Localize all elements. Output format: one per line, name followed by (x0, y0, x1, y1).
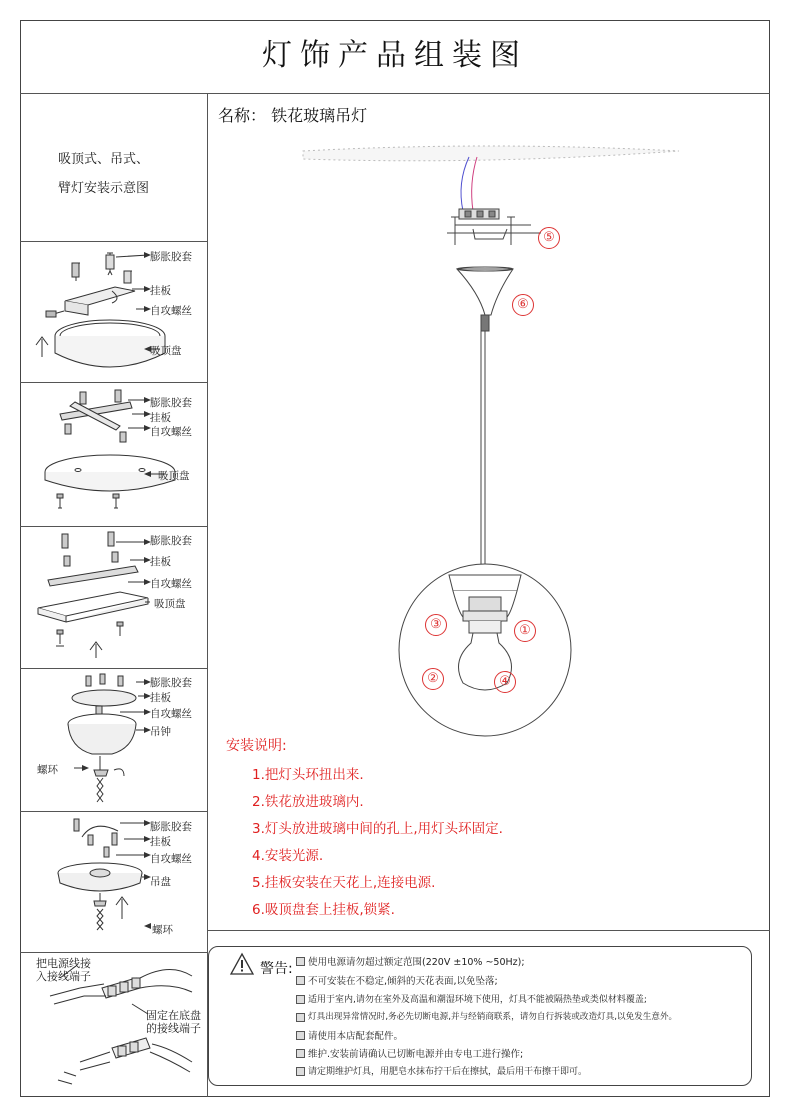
warning-item: 请定期维护灯具，用肥皂水抹布拧干后在擦拭，最后用干布擦干即可。 (308, 1067, 588, 1077)
label-expansion-sleeve: 膨胀胶套 (150, 677, 192, 689)
label-ceiling-plate: 吸顶盘 (150, 345, 182, 357)
label-expansion-sleeve: 膨胀胶套 (150, 251, 192, 263)
label-self-tapping-screw: 自攻螺丝 (150, 578, 192, 590)
callout-4: ④ (494, 671, 516, 693)
label-into-terminal: 入接线端子 (36, 970, 91, 983)
warning-title: 警告: (260, 961, 293, 977)
instruction-step: 1.把灯头环扭出来. (252, 767, 364, 783)
label-mounting-plate: 挂板 (150, 285, 171, 297)
warning-item: 灯具出现异常情况时,务必先切断电源,并与经销商联系，请勿自行拆装或改造灯具,以免发生意外。 (308, 1012, 678, 1022)
label-screw-ring: 螺环 (152, 924, 173, 936)
label-connect-wire: 把电源线接 (36, 957, 91, 970)
label-self-tapping-screw: 自攻螺丝 (150, 853, 192, 865)
label-mounting-plate: 挂板 (150, 692, 171, 704)
warning-item: 适用于室内,请勿在室外及高温和潮湿环境下使用，灯具不能被隔热垫或类似材料覆盖; (308, 995, 647, 1005)
bullet-square-icon (296, 976, 305, 985)
left-header-line-1: 吸顶式、吊式、 (58, 152, 150, 167)
label-canopy: 吊盘 (150, 876, 171, 888)
bullet-square-icon (296, 995, 305, 1004)
warning-divider (207, 930, 770, 931)
instruction-step: 3.灯头放进玻璃中间的孔上,用灯头环固定. (252, 821, 503, 837)
bullet-square-icon (296, 1013, 305, 1022)
callout-1: ① (514, 620, 536, 642)
label-terminal-block: 的接线端子 (146, 1022, 201, 1035)
label-bell-canopy: 吊钟 (150, 726, 171, 738)
label-expansion-sleeve: 膨胀胶套 (150, 535, 192, 547)
label-expansion-sleeve: 膨胀胶套 (150, 397, 192, 409)
label-self-tapping-screw: 自攻螺丝 (150, 708, 192, 720)
instruction-step: 4.安装光源. (252, 848, 324, 864)
product-name: 名称： 铁花玻璃吊灯 (218, 106, 368, 125)
callout-2: ② (422, 668, 444, 690)
label-ceiling-plate: 吸顶盘 (154, 598, 186, 610)
label-self-tapping-screw: 自攻螺丝 (150, 305, 192, 317)
label-screw-ring: 螺环 (37, 764, 58, 776)
left-header-line-2: 臂灯安装示意图 (58, 181, 150, 196)
label-fixed-on-base: 固定在底盘 (146, 1009, 201, 1022)
bullet-square-icon (296, 1067, 305, 1076)
bullet-square-icon (296, 1049, 305, 1058)
bullet-square-icon (296, 957, 305, 966)
label-mounting-plate: 挂板 (150, 556, 171, 568)
callout-3: ③ (425, 614, 447, 636)
label-ceiling-plate: 吸顶盘 (158, 470, 190, 482)
warning-item: 维护.安装前请确认已切断电源并由专电工进行操作; (308, 1049, 524, 1060)
lamp-assembly-diagram (207, 93, 770, 733)
bullet-square-icon (296, 1031, 305, 1040)
page-title: 灯饰产品组装图 (262, 38, 528, 73)
label-expansion-sleeve: 膨胀胶套 (150, 821, 192, 833)
label-mounting-plate: 挂板 (150, 412, 171, 424)
warning-item: 不可安装在不稳定,倾斜的天花表面,以免坠落; (308, 976, 498, 987)
label-mounting-plate: 挂板 (150, 836, 171, 848)
warning-triangle-icon (230, 953, 254, 975)
warning-item: 使用电源请勿超过额定范围(220V ±10% ~50Hz); (308, 957, 525, 968)
instruction-step: 2.铁花放进玻璃内. (252, 794, 364, 810)
warning-item: 请使用本店配套配件。 (308, 1031, 404, 1042)
label-self-tapping-screw: 自攻螺丝 (150, 426, 192, 438)
instructions-title: 安装说明: (226, 738, 287, 754)
callout-5: ⑤ (538, 227, 560, 249)
callout-6: ⑥ (512, 294, 534, 316)
instruction-step: 6.吸顶盘套上挂板,锁紧. (252, 902, 395, 918)
instruction-step: 5.挂板安装在天花上,连接电源. (252, 875, 436, 891)
